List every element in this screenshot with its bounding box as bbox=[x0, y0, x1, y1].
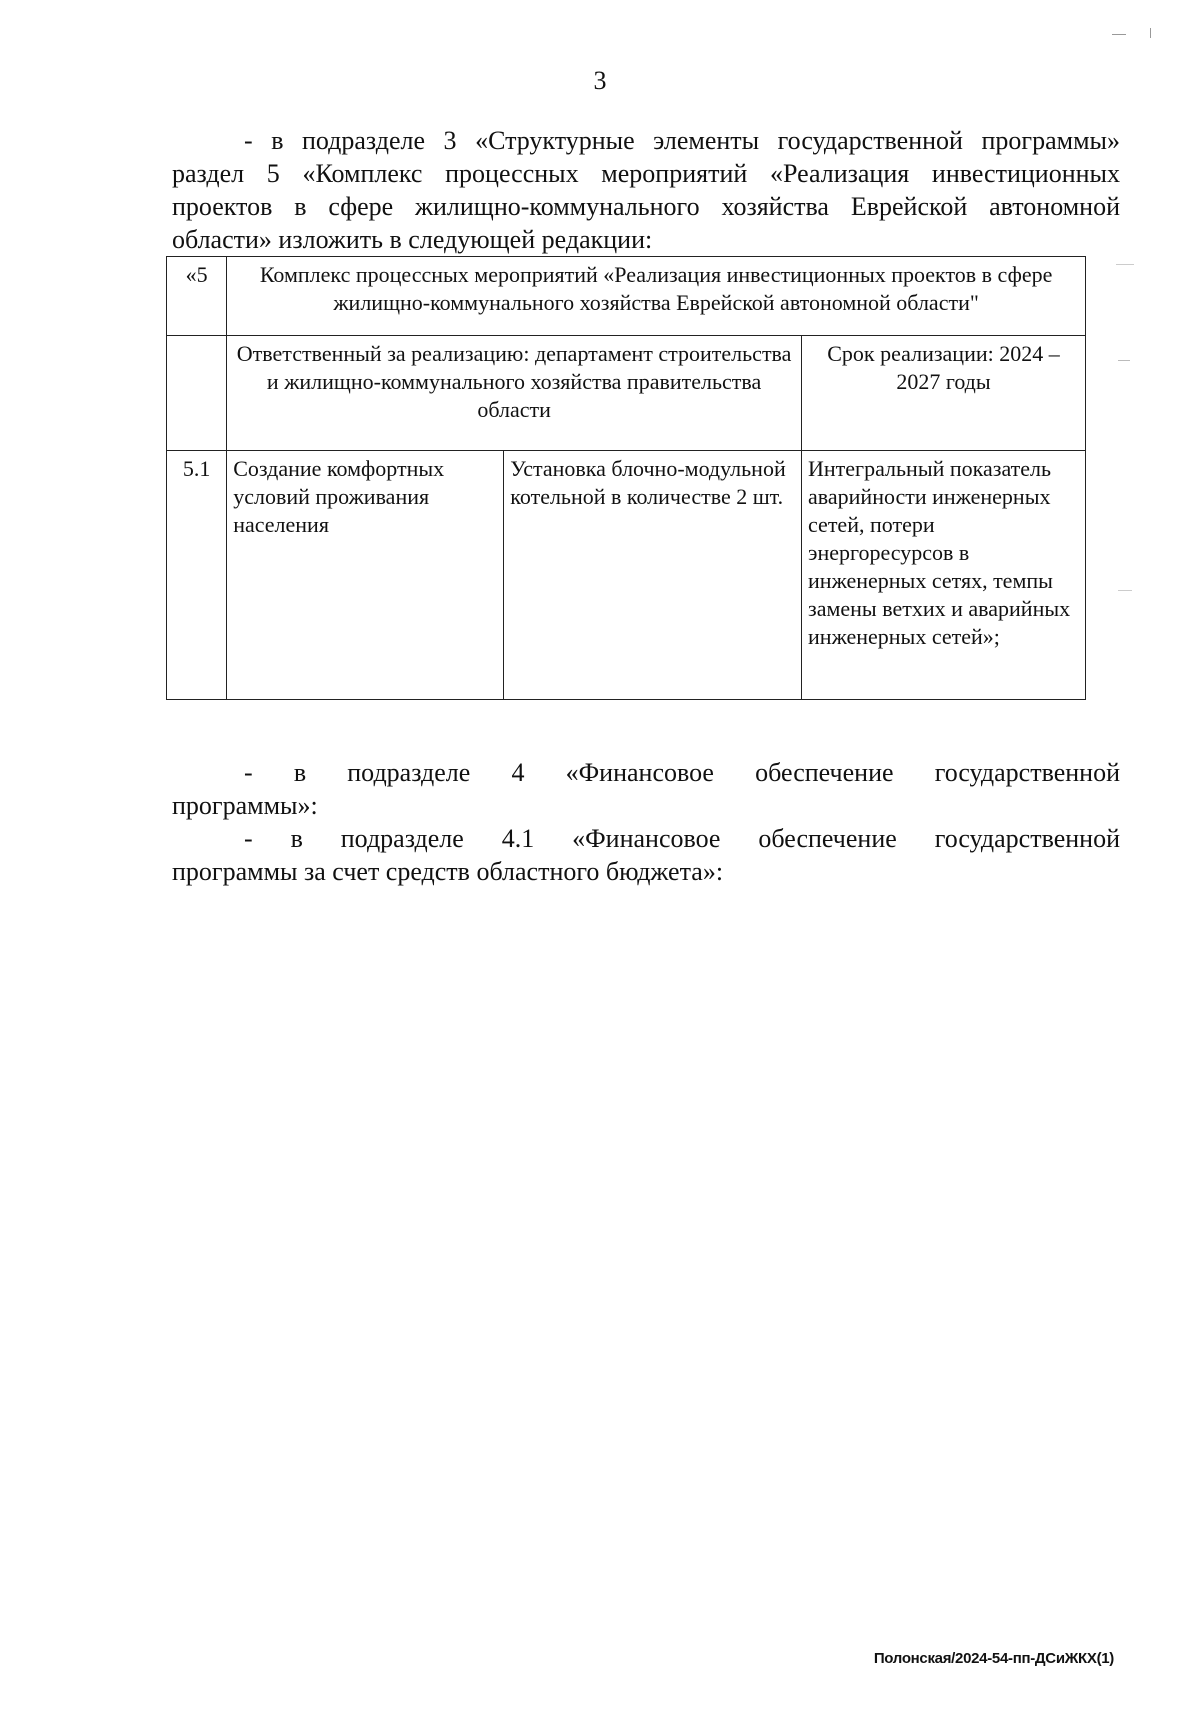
intro-line-3: проектов в сфере жилищно-коммунального хозяйства Еврейской автономной bbox=[172, 192, 1120, 221]
scan-artifact bbox=[1112, 34, 1126, 35]
intro-paragraph bbox=[172, 124, 1120, 256]
intro-line-2: раздел 5 «Комплекс процессных мероприятий «Реализация инвестиционных bbox=[172, 159, 1120, 188]
intro-line-4: области» изложить в следующей редакции: bbox=[172, 225, 653, 254]
item-number-cell: 5.1 bbox=[167, 451, 227, 700]
table-row-title bbox=[167, 257, 1086, 336]
task-cell: Создание комфортных условий проживания населения bbox=[227, 451, 504, 700]
financing-paragraphs bbox=[172, 756, 1120, 888]
scan-artifact bbox=[1116, 264, 1134, 265]
page-number: 3 bbox=[593, 66, 607, 95]
section-title-cell: Комплекс процессных мероприятий «Реализация инвестиционных проектов в сфере жилищно-коммунального хозяйства Еврейской автономной области" bbox=[227, 257, 1086, 336]
deadline-cell: Срок реализации: 2024 – 2027 годы bbox=[802, 336, 1086, 451]
financing-line-2: программы»: bbox=[172, 791, 318, 820]
section-number-cell: «5 bbox=[167, 257, 227, 336]
responsible-cell: Ответственный за реализацию: департамент строительства и жилищно-коммунального хозяйства правительства области bbox=[227, 336, 802, 451]
indicator-cell: Интегральный показатель аварийности инженерных сетей, потери энергоресурсов в инженерных сетях, темпы замены ветхих и аварийных инженерных сетей»; bbox=[802, 451, 1086, 700]
table-row bbox=[167, 451, 1086, 700]
financing-line-3: - в подразделе 4.1 «Финансовое обеспечение государственной bbox=[244, 824, 1120, 853]
intro-line-1: - в подразделе 3 «Структурные элементы государственной программы» bbox=[244, 126, 1120, 155]
scan-artifact bbox=[1118, 590, 1132, 591]
document-code: Полонская/2024-54-пп-ДСиЖКХ(1) bbox=[873, 1650, 1114, 1667]
result-cell: Установка блочно-модульной котельной в количестве 2 шт. bbox=[504, 451, 802, 700]
scan-artifact bbox=[1118, 360, 1130, 361]
scan-artifact bbox=[1150, 28, 1151, 38]
empty-number-cell bbox=[167, 336, 227, 451]
financing-line-1: - в подразделе 4 «Финансовое обеспечение государственной bbox=[244, 758, 1120, 787]
financing-line-4: программы за счет средств областного бюджета»: bbox=[172, 857, 724, 886]
table-row-responsible bbox=[167, 336, 1086, 451]
program-section-table bbox=[166, 256, 1086, 700]
